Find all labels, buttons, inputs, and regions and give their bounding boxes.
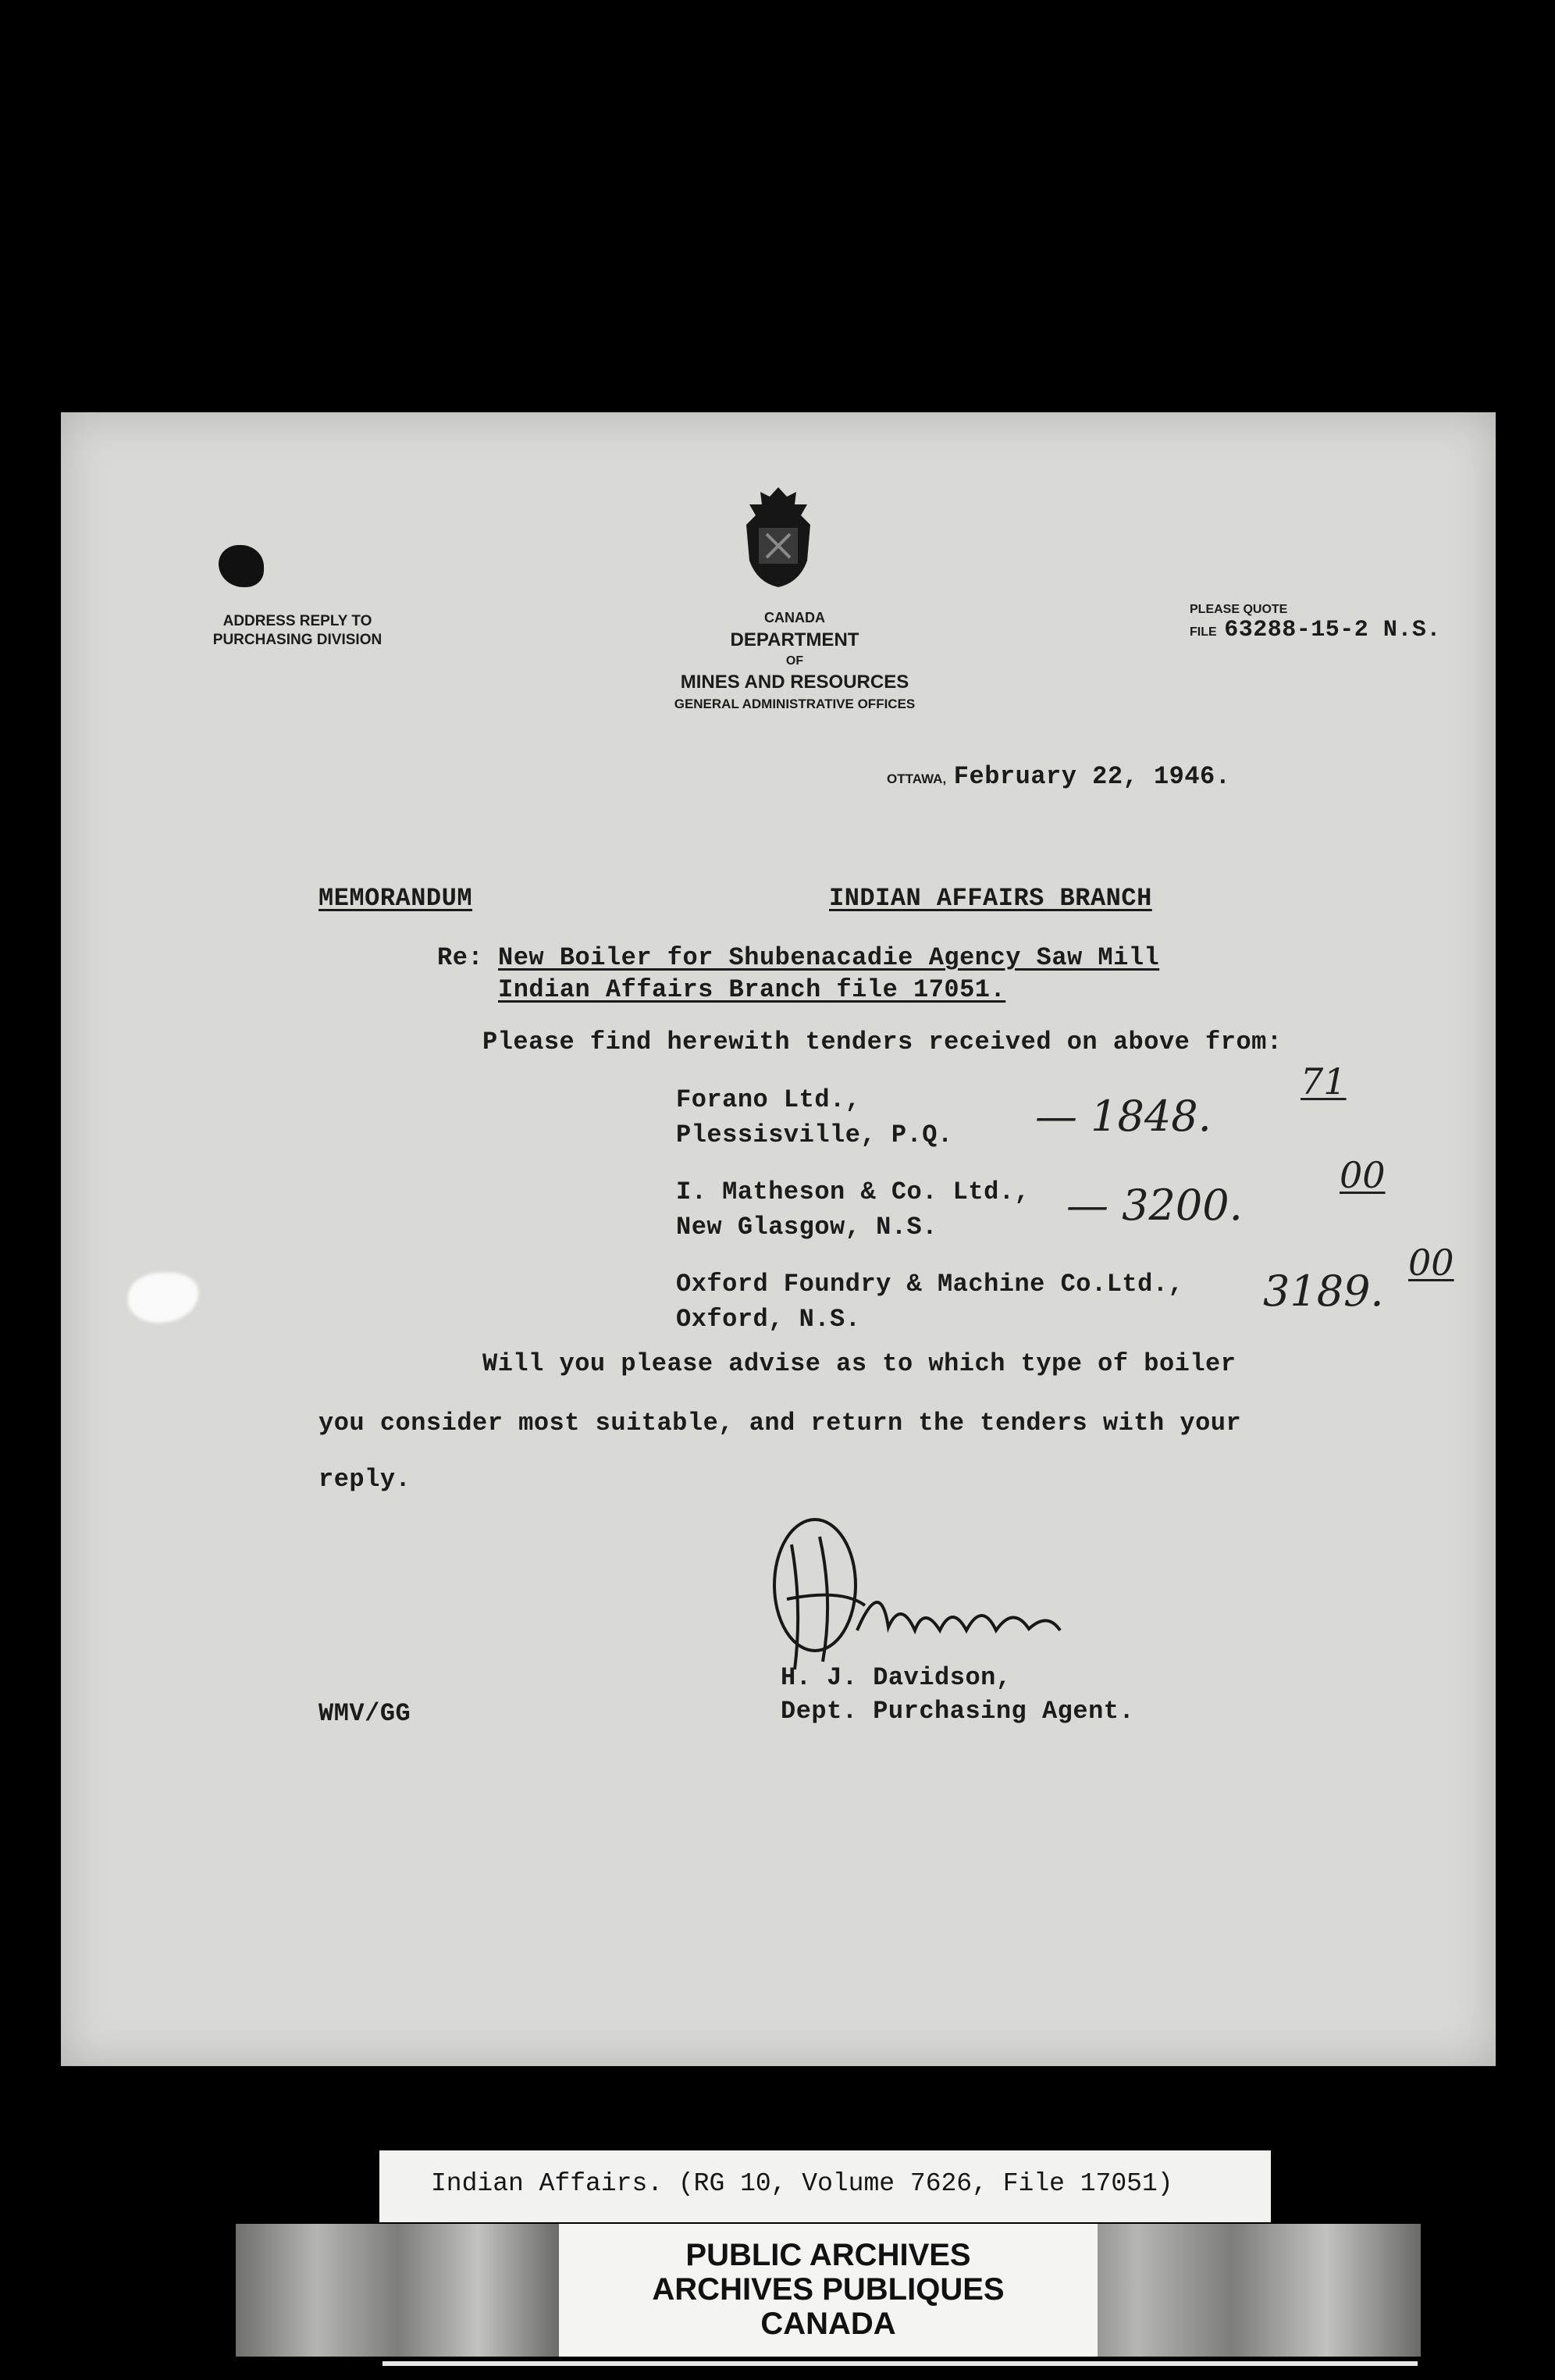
signer-title: Dept. Purchasing Agent.: [781, 1697, 1135, 1726]
archive-line-2: ARCHIVES PUBLIQUES: [652, 2272, 1005, 2307]
tender-name: Oxford Foundry & Machine Co.Ltd.,: [676, 1270, 1184, 1299]
tender-list: [676, 1060, 1457, 1362]
subject-line-2: Indian Affairs Branch file 17051.: [498, 975, 1006, 1004]
file-number: 63288-15-2 N.S.: [1224, 617, 1441, 643]
tender-amount: 3189.: [1263, 1267, 1384, 1316]
memorandum-label: MEMORANDUM: [318, 884, 473, 913]
tender-cents: 00: [1340, 1154, 1386, 1196]
address-line-1: ADDRESS REPLY TO: [222, 613, 372, 629]
body-line-2: you consider most suitable, and return the tenders with your: [318, 1409, 1242, 1438]
film-edge-left: [236, 2224, 559, 2357]
typist-initials: WMV/GG: [318, 1699, 411, 1728]
reply-address: [200, 612, 395, 650]
archive-reference: Indian Affairs. (RG 10, Volume 7626, File 17051): [431, 2169, 1173, 2198]
country-label: CANADA: [764, 610, 825, 625]
address-line-2: PURCHASING DIVISION: [212, 632, 383, 648]
tender-item: [676, 1154, 1457, 1270]
tender-item: [676, 1242, 1457, 1362]
tender-name: I. Matheson & Co. Ltd.,: [676, 1178, 1030, 1206]
place-label: OTTAWA,: [887, 771, 947, 786]
re-label: Re:: [437, 943, 484, 972]
memo-sheet: [61, 412, 1496, 2066]
tender-cents: 00: [1408, 1242, 1454, 1284]
quote-label: PLEASE QUOTE: [1190, 603, 1288, 616]
date-text: February 22, 1946.: [953, 762, 1231, 791]
film-bottom-line: [383, 2361, 1418, 2366]
coat-of-arms-icon: [732, 484, 824, 590]
film-edge-right: [1043, 2224, 1421, 2357]
tender-amount: — 1848.: [1035, 1092, 1212, 1141]
dateline: [887, 762, 1230, 791]
tender-name: Forano Ltd.,: [676, 1085, 861, 1114]
tender-cents: 71: [1301, 1060, 1347, 1103]
body-line-3: reply.: [318, 1465, 411, 1494]
offices-line: GENERAL ADMINISTRATIVE OFFICES: [674, 697, 916, 711]
file-reference: [1190, 603, 1502, 643]
tender-place: Plessisville, P.Q.: [676, 1121, 953, 1149]
ministry-name: MINES AND RESOURCES: [680, 672, 909, 693]
recipient-branch: INDIAN AFFAIRS BRANCH: [829, 884, 1152, 913]
tender-place: New Glasgow, N.S.: [676, 1213, 938, 1242]
tender-place: Oxford, N.S.: [676, 1305, 861, 1334]
archive-reference-strip: [379, 2150, 1271, 2222]
signer-name: H. J. Davidson,: [781, 1663, 1012, 1692]
archive-stamp-bar: [236, 2224, 1421, 2357]
department-of: OF: [785, 654, 804, 668]
signer-block: [781, 1663, 1134, 1726]
intro-text: Please find herewith tenders received on above from:: [482, 1028, 1283, 1056]
archive-stamp-text: [559, 2238, 1098, 2341]
paper-blemish: [128, 1273, 198, 1323]
subject-block: [437, 943, 1159, 1004]
ink-blot: [219, 545, 264, 587]
archive-line-1: PUBLIC ARCHIVES: [685, 2238, 971, 2272]
tender-amount: — 3200.: [1066, 1181, 1243, 1230]
body-line-1: Will you please advise as to which type of boiler: [482, 1349, 1237, 1378]
archive-stamp: [559, 2224, 1098, 2357]
file-prefix: FILE: [1190, 625, 1217, 639]
subject-line-1: New Boiler for Shubenacadie Agency Saw Mill: [498, 943, 1160, 972]
department-heading: [607, 607, 982, 714]
department-line: DEPARTMENT: [730, 629, 859, 650]
archive-line-3: CANADA: [760, 2307, 896, 2341]
